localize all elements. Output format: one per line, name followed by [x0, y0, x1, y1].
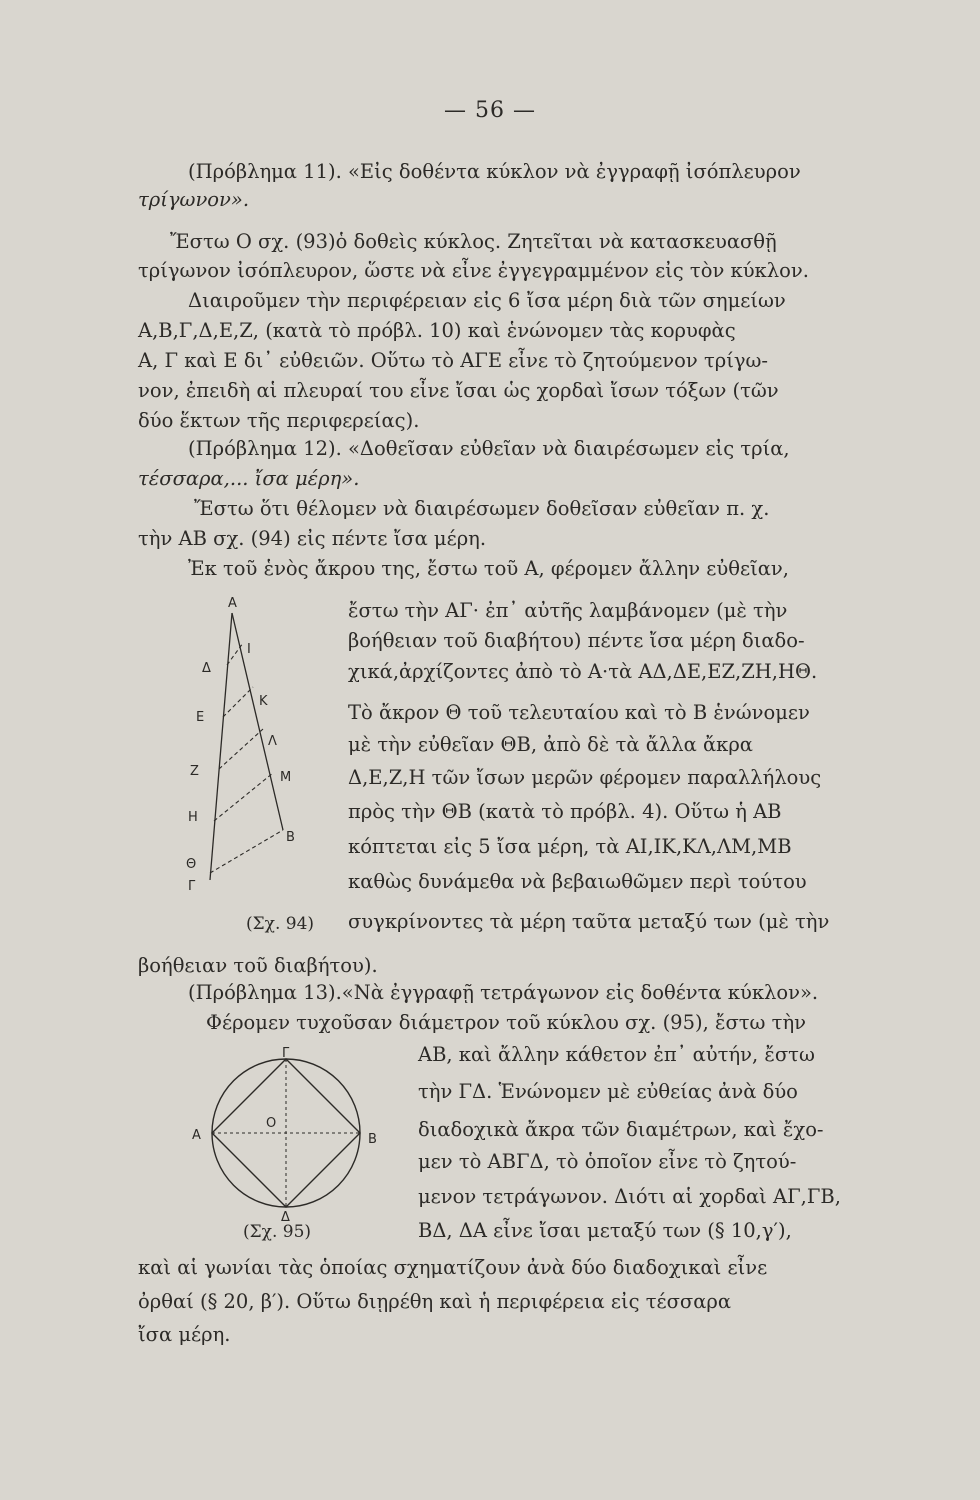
p11-line-5: Διαιροῦμεν τὴν περιφέρειαν εἰς 6 ἴσα μέρη διὰ τῶν σημείων — [188, 289, 786, 312]
p12-side-9: καθὼς δυνάμεθα νὰ βεβαιωθῶμεν περὶ τούτου — [348, 870, 807, 893]
p12-end-line: βοήθειαν τοῦ διαβήτου). — [138, 954, 378, 977]
line-z-l — [219, 729, 263, 769]
fig94-label-d: Δ — [202, 661, 211, 676]
p11-line-7: Α, Γ καὶ Ε δι᾽ εὐθειῶν. Οὕτω τὸ ΑΓΕ εἶνε τὸ ζητούμενον τρίγω- — [138, 349, 768, 372]
fig94-label-k: Κ — [259, 694, 268, 709]
fig94-label-i: Ι — [247, 642, 251, 657]
p13-side-5: μενον τετράγωνον. Διότι αἱ χορδαὶ ΑΓ,ΓΒ, — [418, 1185, 841, 1208]
p13-end-3: ἴσα μέρη. — [138, 1323, 231, 1346]
p13-end-2: ὀρθαί (§ 20, β′). Οὕτω διῃρέθη καὶ ἡ περιφέρεια εἰς τέσσαρα — [138, 1290, 732, 1313]
p12-side-8: κόπτεται εἰς 5 ἴσα μέρη, τὰ ΑΙ,ΙΚ,ΚΛ,ΛΜ,ΜΒ — [348, 835, 792, 858]
p12-side-7: πρὸς τὴν ΘΒ (κατὰ τὸ πρόβλ. 4). Οὕτω ἡ ΑΒ — [348, 800, 782, 823]
p12-side-1: ἔστω τὴν ΑΓ· ἐπ᾽ αὐτῆς λαμβάνομεν (μὲ τὴν — [348, 599, 788, 622]
p11-line-9: δύο ἕκτων τῆς περιφερείας). — [138, 409, 420, 432]
figure-95-caption: (Σχ. 95) — [243, 1222, 312, 1242]
p11-line-6: Α,Β,Γ,Δ,Ε,Ζ, (κατὰ τὸ πρόβλ. 10) καὶ ἑνώνομεν τὰς κορυφὰς — [138, 319, 736, 342]
p11-line-3: Ἔστω Ο σχ. (93)ὁ δοθεὶς κύκλος. Ζητεῖται νὰ κατασκευασθῇ — [170, 230, 777, 253]
p12-side-4: Τὸ ἄκρον Θ τοῦ τελευταίου καὶ τὸ Β ἑνώνομεν — [348, 701, 810, 724]
fig94-label-th: Θ — [186, 857, 197, 872]
p11-line-2: τρίγωνον». — [138, 188, 250, 211]
p12-line-3: Ἔστω ὅτι θέλομεν νὰ διαιρέσωμεν δοθεῖσαν εὐθεῖαν π. χ. — [194, 497, 770, 520]
fig94-label-m: Μ — [280, 770, 292, 785]
fig95-label-b: Β — [368, 1132, 377, 1147]
p13-side-2: τὴν ΓΔ. Ἑνώνομεν μὲ εὐθείας ἀνὰ δύο — [418, 1080, 798, 1103]
p12-side-5: μὲ τὴν εὐθεῖαν ΘΒ, ἀπὸ δὲ τὰ ἄλλα ἄκρα — [348, 733, 753, 756]
p11-line-1: (Πρόβλημα 11). «Εἰς δοθέντα κύκλον νὰ ἐγγραφῇ ἰσόπλευρον — [188, 160, 801, 183]
fig95-label-o: Ο — [266, 1116, 277, 1131]
p13-end-1: καὶ αἱ γωνίαι τὰς ὁποίας σχηματίζουν ἀνὰ δύο διαδοχικαὶ εἶνε — [138, 1256, 768, 1279]
p13-line-1: (Πρόβλημα 13).«Νὰ ἐγγραφῇ τετράγωνον εἰς δοθέντα κύκλον». — [188, 981, 819, 1004]
p12-line-5: Ἐκ τοῦ ἑνὸς ἄκρου της, ἔστω τοῦ Α, φέρομεν ἄλλην εὐθεῖαν, — [188, 557, 789, 580]
fig94-label-a: Α — [228, 596, 237, 611]
fig94-label-z: Ζ — [190, 764, 199, 779]
fig95-label-a: Α — [192, 1128, 201, 1143]
figure-95 — [186, 1046, 386, 1225]
fig95-label-d: Δ — [281, 1210, 290, 1225]
line-ab — [232, 613, 283, 830]
fig94-label-b: Β — [286, 830, 295, 845]
fig94-label-g: Γ — [188, 879, 196, 894]
p12-side-6: Δ,Ε,Ζ,Η τῶν ἴσων μερῶν φέρομεν παραλλήλους — [348, 766, 822, 789]
p12-line-1: (Πρόβλημα 12). «Δοθεῖσαν εὐθεῖαν νὰ διαιρέσωμεν εἰς τρία, — [188, 437, 790, 460]
p12-line-4: τὴν ΑΒ σχ. (94) εἰς πέντε ἴσα μέρη. — [138, 527, 487, 550]
p13-side-4: μεν τὸ ΑΒΓΔ, τὸ ὁποῖον εἶνε τὸ ζητού- — [418, 1150, 797, 1173]
page-number: — 56 — — [444, 98, 536, 123]
fig94-label-l: Λ — [268, 734, 277, 749]
p12-side-2: βοήθειαν τοῦ διαβήτου) πέντε ἴσα μέρη διαδο- — [348, 629, 805, 652]
p13-side-6: ΒΔ, ΔΑ εἶνε ἴσαι μεταξύ των (§ 10,γ′), — [418, 1219, 792, 1242]
p13-line-2: Φέρομεν τυχοῦσαν διάμετρον τοῦ κύκλου σχ. (95), ἔστω τὴν — [206, 1011, 806, 1034]
p13-side-1: ΑΒ, καὶ ἄλλην κάθετον ἐπ᾽ αὐτήν, ἔστω — [418, 1043, 815, 1066]
figure-94-caption: (Σχ. 94) — [246, 914, 315, 934]
p12-line-2: τέσσαρα,... ἴσα μέρη». — [138, 467, 360, 490]
p11-line-4: τρίγωνον ἰσόπλευρον, ὥστε νὰ εἶνε ἐγγεγραμμένον εἰς τὸν κύκλον. — [138, 259, 809, 282]
line-e-k — [223, 687, 253, 717]
line-h-m — [214, 773, 273, 821]
fig94-label-e: Ε — [196, 710, 205, 725]
line-ag — [210, 613, 232, 880]
p12-side-10: συγκρίνοντες τὰ μέρη ταῦτα μεταξύ των (μὲ τὴν — [348, 910, 830, 933]
p12-side-3: χικά,ἀρχίζοντες ἀπὸ τὸ Α·τὰ ΑΔ,ΔΕ,ΕΖ,ΖΗ,ΗΘ. — [348, 660, 818, 683]
line-th-b — [210, 830, 283, 873]
figure-94 — [180, 585, 340, 894]
fig94-label-h: Η — [188, 810, 198, 825]
fig95-label-g: Γ — [282, 1046, 290, 1061]
p13-side-3: διαδοχικὰ ἄκρα τῶν διαμέτρων, καὶ ἔχο- — [418, 1118, 824, 1141]
p11-line-8: νον, ἐπειδὴ αἱ πλευραί του εἶνε ἴσαι ὡς χορδαὶ ἴσων τόξων (τῶν — [138, 379, 779, 402]
